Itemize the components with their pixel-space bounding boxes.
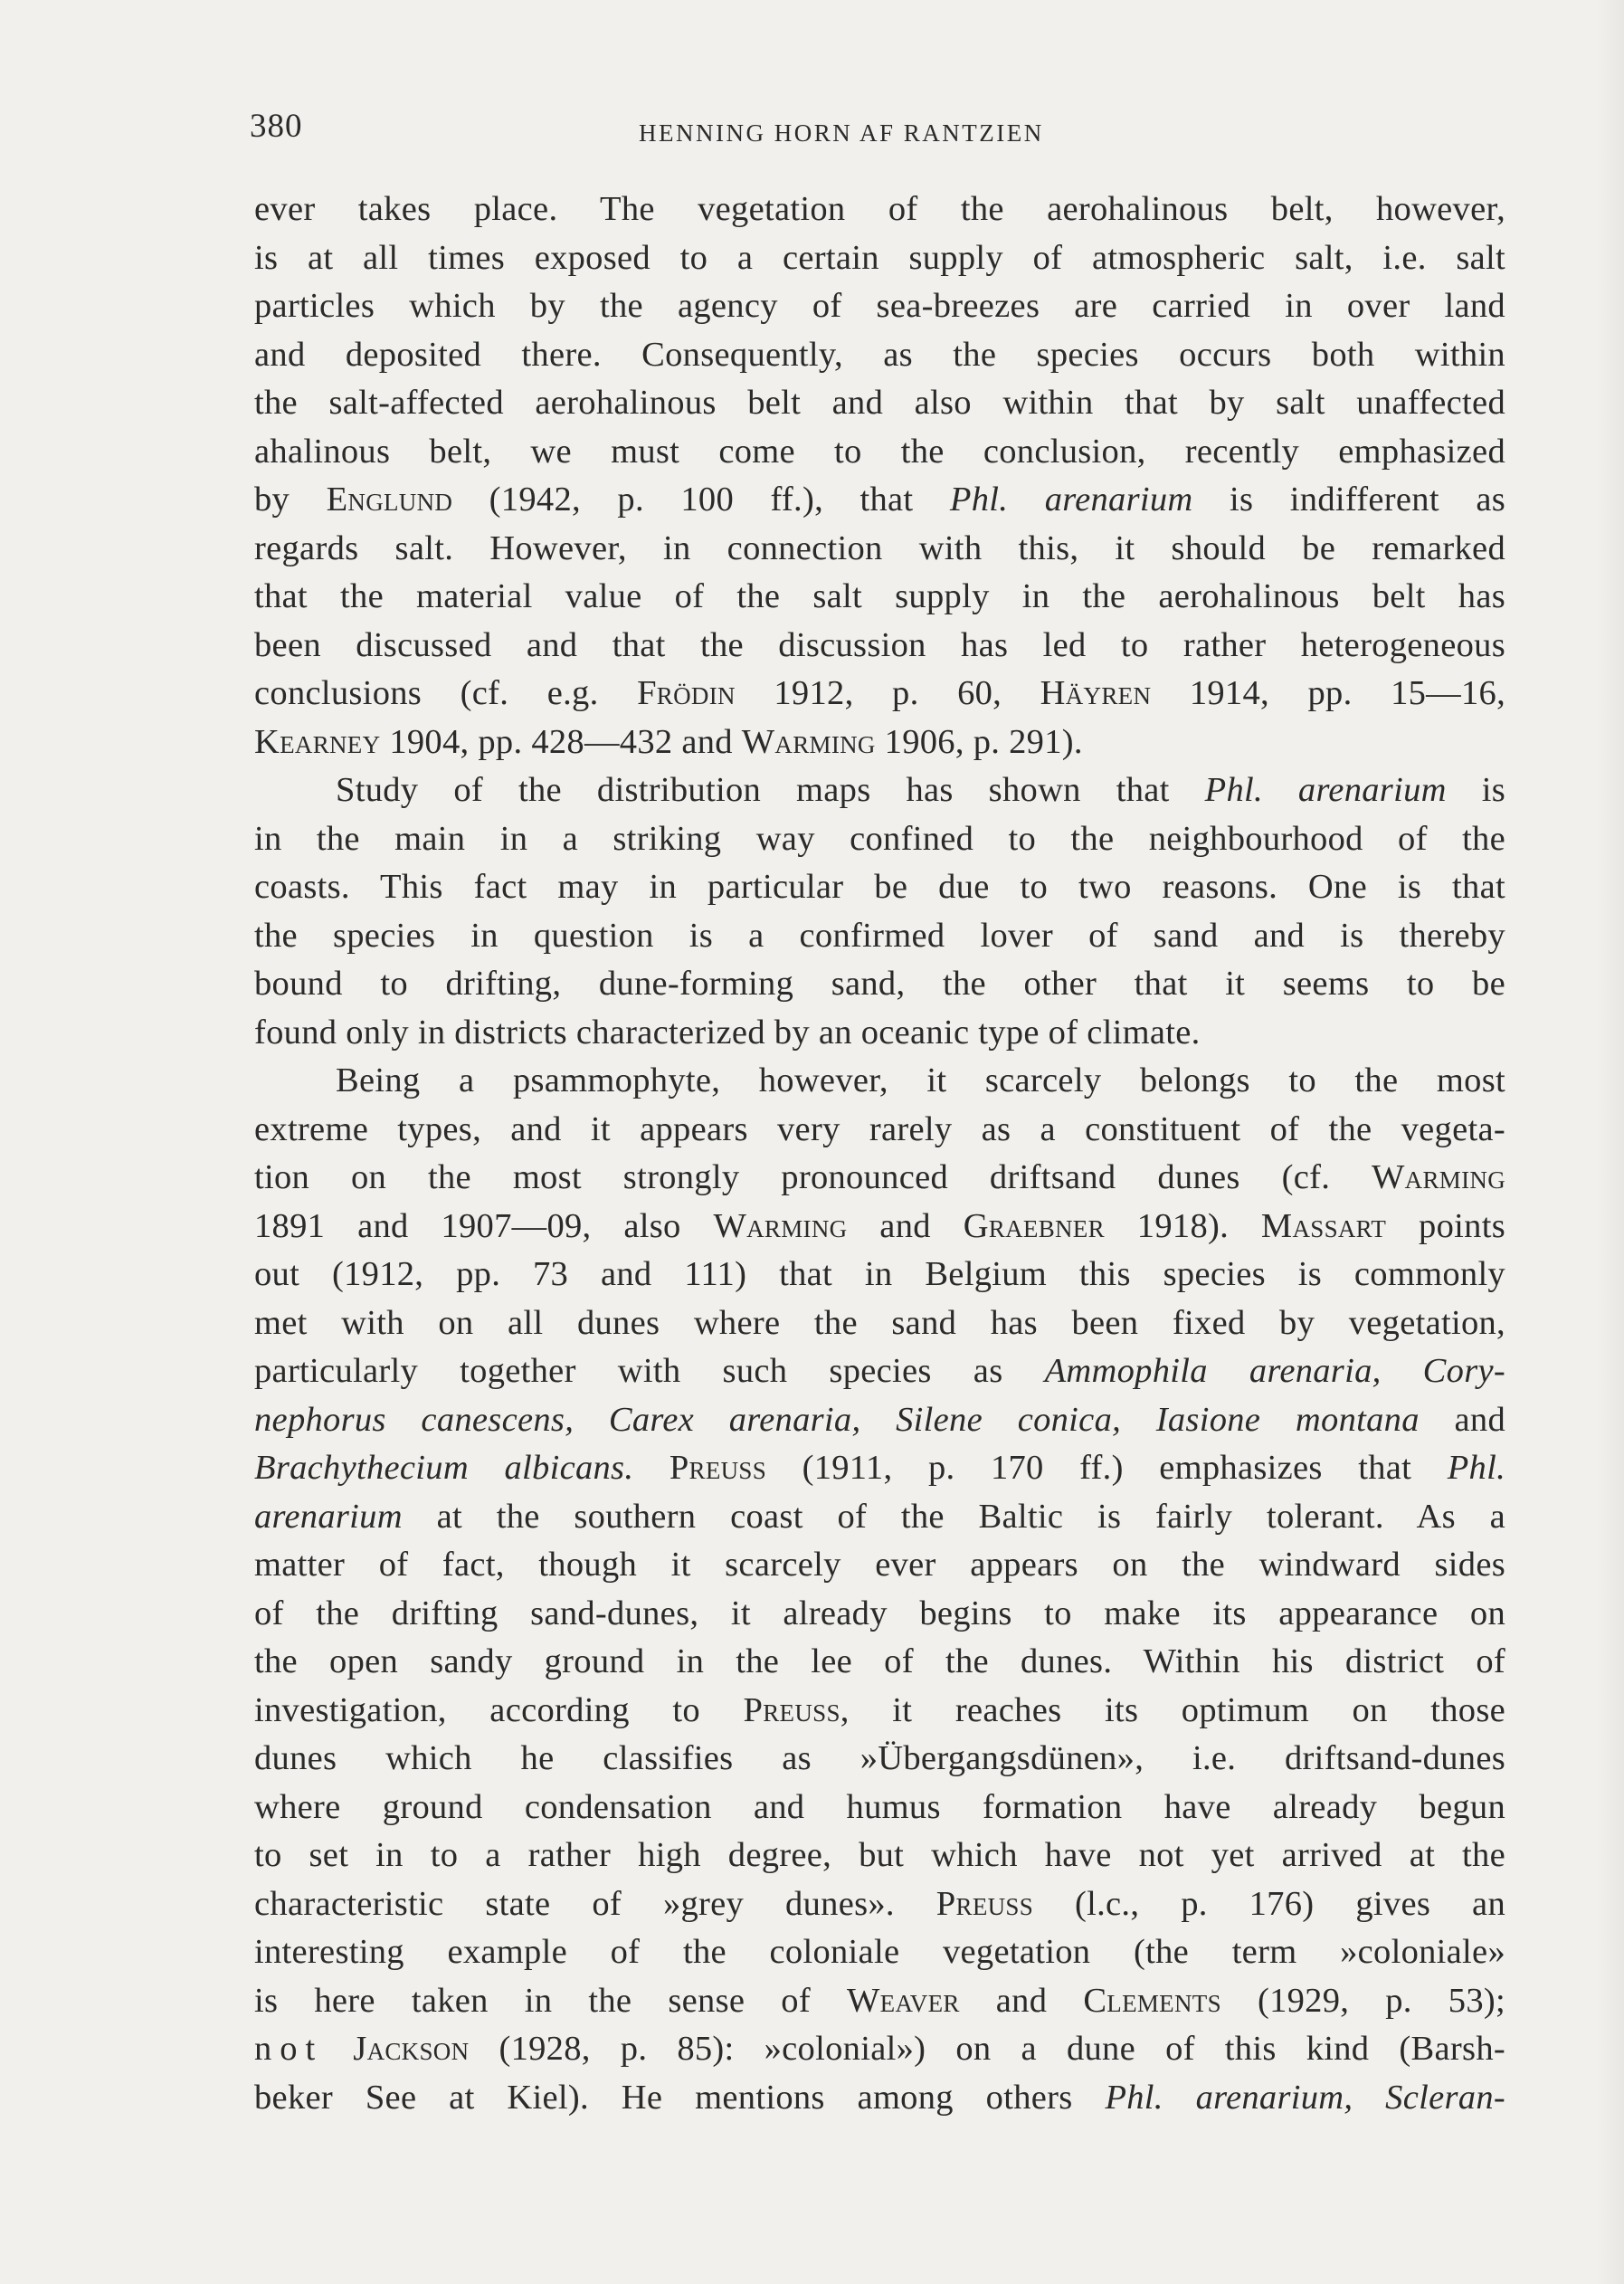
text-run: 1914, pp. 15—16, xyxy=(1151,674,1505,712)
text-line xyxy=(254,1203,1505,1251)
text-run: interesting example of the coloniale vegetation (the term »coloniale» xyxy=(254,1933,1505,1971)
text-run: and xyxy=(1419,1400,1505,1439)
text-line xyxy=(254,1057,1505,1106)
text-run: is indifferent as xyxy=(1192,481,1506,519)
text-line xyxy=(254,622,1505,671)
italic-text: Ammophila arenaria, Cory- xyxy=(1044,1352,1505,1390)
text-run: 1904, pp. 428—432 and xyxy=(380,722,742,761)
text-line xyxy=(254,186,1505,234)
text-line xyxy=(254,1251,1505,1299)
text-run: is here taken in the sense of xyxy=(254,1981,848,2020)
italic-text: Phl. arenarium xyxy=(949,481,1193,519)
text-run: where ground condensation and humus formation have already begun xyxy=(254,1787,1505,1826)
author-name: Preuss xyxy=(669,1449,767,1487)
author-name: Preuss xyxy=(935,1884,1034,1923)
author-name: Warming xyxy=(713,1206,848,1245)
text-run: conclusions (cf. e.g. xyxy=(254,674,638,712)
text-line xyxy=(254,1638,1505,1687)
text-run: dunes which he classifies as »Übergangsdünen», i.e. driftsand-dunes xyxy=(254,1739,1505,1777)
text-run: beker See at Kiel). He mentions among others xyxy=(254,2078,1106,2117)
text-run: out (1912, pp. 73 and 111) that in Belgium this species is commonly xyxy=(254,1255,1505,1293)
text-line xyxy=(254,1687,1505,1736)
text-run: found only in districts characterized by an oceanic type of climate. xyxy=(254,1013,1201,1052)
text-run: , it reaches its optimum on those xyxy=(840,1690,1505,1729)
text-run: 1891 and 1907—09, also xyxy=(254,1206,714,1245)
text-run: the salt-affected aerohalinous belt and also within that by salt unaffected xyxy=(254,384,1505,422)
author-name: Graebner xyxy=(963,1206,1105,1245)
text-run: 1918). xyxy=(1104,1206,1261,1245)
text-run: by xyxy=(254,481,327,519)
text-run: is at all times exposed to a certain supply of atmospheric salt, i.e. salt xyxy=(254,238,1505,277)
text-run: (1929, p. 53); xyxy=(1220,1981,1505,2020)
text-run: and xyxy=(959,1981,1084,2020)
text-run xyxy=(633,1449,670,1487)
text-line xyxy=(254,282,1505,331)
text-line xyxy=(254,1347,1505,1396)
text-line xyxy=(254,476,1505,525)
text-run: ahalinous belt, we must come to the conclusion, recently emphasized xyxy=(254,432,1505,471)
text-line xyxy=(254,1396,1505,1445)
text-run: tion on the most strongly pronounced driftsand dunes (cf. xyxy=(254,1158,1372,1196)
author-name: Jackson xyxy=(353,2030,470,2068)
text-run: Study of the distribution maps has shown that xyxy=(336,771,1205,809)
author-name: Massart xyxy=(1260,1206,1387,1245)
text-run: the species in question is a confirmed lover of sand and is thereby xyxy=(254,916,1505,955)
author-name: Clements xyxy=(1083,1981,1221,2020)
text-run: in the main in a striking way confined to the neighbourhood of the xyxy=(254,819,1505,858)
author-name: Englund xyxy=(326,481,453,519)
text-line xyxy=(254,766,1505,815)
italic-text: Brachythecium albicans. xyxy=(254,1449,634,1487)
italic-text: arenarium xyxy=(254,1497,403,1536)
text-line xyxy=(254,331,1505,380)
italic-text: Phl. arenarium xyxy=(1204,771,1447,809)
text-line xyxy=(254,1444,1505,1493)
text-line xyxy=(254,2025,1505,2074)
text-line xyxy=(254,1735,1505,1784)
text-line xyxy=(254,1928,1505,1977)
text-line xyxy=(254,1541,1505,1590)
text-line xyxy=(254,1832,1505,1880)
text-run: extreme types, and it appears very rarely as a constituent of the vegeta- xyxy=(254,1109,1505,1148)
text-run: met with on all dunes where the sand has been fixed by vegetation, xyxy=(254,1303,1505,1342)
text-line xyxy=(254,573,1505,622)
author-name: Warming xyxy=(1372,1158,1505,1196)
author-name: Preuss xyxy=(743,1690,840,1729)
page-number: 380 xyxy=(250,108,303,145)
text-run: of the drifting sand-dunes, it already begins to make its appearance on xyxy=(254,1594,1505,1632)
text-line xyxy=(254,1880,1505,1929)
text-line xyxy=(254,525,1505,574)
text-run: matter of fact, though it scarcely ever appears on the windward sides xyxy=(254,1546,1505,1584)
text-run: investigation, according to xyxy=(254,1690,744,1729)
text-run: is xyxy=(1446,771,1505,809)
text-run: at the southern coast of the Baltic is fairly tolerant. As a xyxy=(402,1497,1505,1536)
text-run: particularly together with such species as xyxy=(254,1352,1045,1390)
italic-text: Phl. xyxy=(1447,1449,1505,1487)
author-name: Weaver xyxy=(847,1981,960,2020)
running-head: HENNING HORN AF RANTZIEN xyxy=(639,119,1044,147)
text-line xyxy=(254,863,1505,912)
text-run: been discussed and that the discussion has led to rather heterogeneous xyxy=(254,625,1505,664)
text-line xyxy=(254,2074,1505,2123)
text-run: (l.c., p. 176) gives an xyxy=(1033,1884,1505,1923)
text-line xyxy=(254,719,1505,767)
text-run: to set in to a rather high degree, but which have not yet arrived at the xyxy=(254,1836,1505,1874)
author-name: Warming xyxy=(741,722,876,761)
text-line xyxy=(254,960,1505,1009)
text-run: and xyxy=(847,1206,964,1245)
text-run: characteristic state of »grey dunes». xyxy=(254,1884,936,1923)
italic-text: Phl. arenarium, Scleran- xyxy=(1105,2078,1506,2117)
text-line xyxy=(254,912,1505,961)
text-run: that the material value of the salt supply in the aerohalinous belt has xyxy=(254,577,1505,615)
text-run: and deposited there. Consequently, as the species occurs both within xyxy=(254,335,1505,374)
text-line xyxy=(254,234,1505,283)
text-line xyxy=(254,1493,1505,1542)
text-run: regards salt. However, in connection with this, it should be remarked xyxy=(254,528,1505,567)
text-line xyxy=(254,1009,1505,1058)
body-text xyxy=(254,186,1505,2122)
text-run: bound to drifting, dune-forming sand, the other that it seems to be xyxy=(254,965,1505,1003)
text-line xyxy=(254,379,1505,428)
text-run: (1911, p. 170 ff.) emphasizes that xyxy=(766,1449,1448,1487)
text-line xyxy=(254,1784,1505,1832)
author-name: Kearney xyxy=(254,722,381,761)
text-run: (1928, p. 85): »colonial») on a dune of this kind (Barsh- xyxy=(469,2030,1505,2068)
spaced-text: not xyxy=(254,2030,324,2068)
author-name: Frödin xyxy=(637,674,736,712)
text-run: the open sandy ground in the lee of the dunes. Within his district of xyxy=(254,1642,1505,1680)
scan-edge-shadow xyxy=(1597,0,1624,2284)
text-line xyxy=(254,428,1505,477)
italic-text: nephorus canescens, Carex arenaria, Silene conica, Iasione montana xyxy=(254,1400,1420,1439)
text-run: points xyxy=(1386,1206,1505,1245)
author-name: Häyren xyxy=(1040,674,1152,712)
text-line xyxy=(254,1299,1505,1348)
text-run: particles which by the agency of sea-breezes are carried in over land xyxy=(254,287,1505,325)
text-run: ever takes place. The vegetation of the aerohalinous belt, however, xyxy=(254,190,1505,228)
page-header xyxy=(250,107,1507,161)
text-line xyxy=(254,1590,1505,1639)
text-run: coasts. This fact may in particular be due to two reasons. One is that xyxy=(254,868,1505,906)
text-run xyxy=(323,2030,353,2068)
text-run: 1912, p. 60, xyxy=(735,674,1040,712)
text-run: Being a psammophyte, however, it scarcely belongs to the most xyxy=(336,1061,1505,1099)
text-line xyxy=(254,1106,1505,1155)
text-line xyxy=(254,815,1505,864)
text-run: (1942, p. 100 ff.), that xyxy=(452,481,950,519)
text-run: 1906, p. 291). xyxy=(875,722,1083,761)
text-line xyxy=(254,1977,1505,2026)
text-line xyxy=(254,1154,1505,1203)
text-line xyxy=(254,670,1505,719)
